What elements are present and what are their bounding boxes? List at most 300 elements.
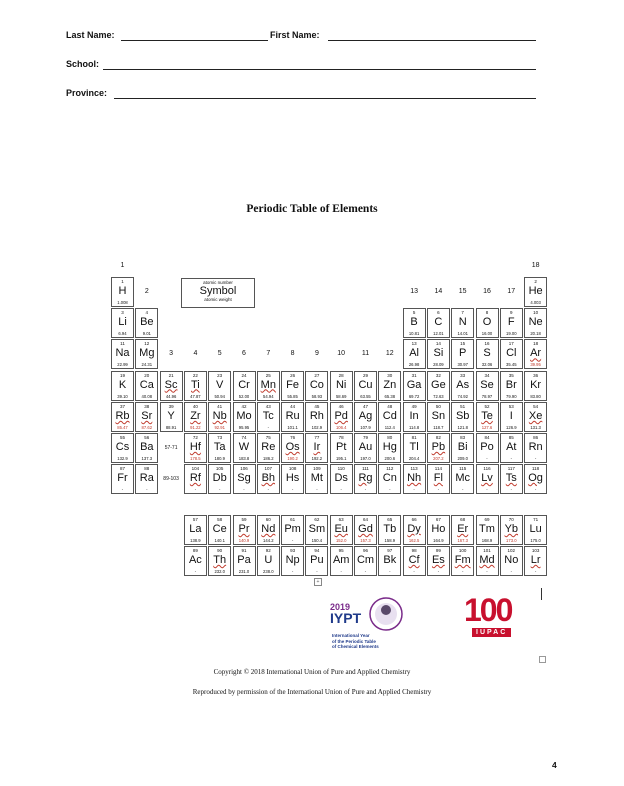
element-symbol: Cr [238,378,250,391]
atomic-weight: 183.8 [238,456,250,461]
element-cell-pt [330,433,353,463]
anchor-box-icon [539,656,546,663]
element-symbol: F [507,316,515,329]
atomic-weight: 167.3 [457,538,468,543]
element-symbol: Fr [117,472,128,485]
atomic-number: 46 [338,403,344,409]
element-cell-og [524,464,547,494]
atomic-weight: 137.3 [141,456,153,461]
atomic-weight: 6.94 [118,331,127,337]
atomic-weight: 1.008 [117,300,128,305]
atomic-weight: 152.0 [335,538,347,543]
atomic-weight: 79.90 [506,393,517,399]
group-label-12: 12 [385,350,394,357]
atomic-number: 97 [387,548,393,553]
element-cell-eu [330,515,353,545]
atomic-number: 51 [460,403,466,409]
atomic-number: 114 [434,466,442,472]
element-cell-ga [403,371,426,401]
group-label-14: 14 [434,288,443,295]
atomic-number: 77 [314,435,320,440]
atomic-number: 81 [411,435,417,440]
atomic-number: 84 [484,435,490,440]
atomic-number: 10 [533,310,539,316]
atomic-weight: - [340,487,342,493]
atomic-number: 47 [362,403,368,409]
element-symbol: Ta [213,441,226,453]
atomic-weight: - [461,569,464,574]
element-cell-na [111,339,134,369]
atomic-weight: - [364,569,367,574]
atomic-weight: - [486,487,488,493]
element-symbol: Dy [407,523,421,535]
atomic-number: 100 [458,548,467,553]
element-symbol: Pu [310,554,324,566]
element-cell-yb [500,515,523,545]
atomic-weight: - [146,487,148,493]
element-cell-re [257,433,280,463]
element-symbol: Ti [191,378,200,391]
element-symbol: Bk [383,554,397,566]
element-cell-ir [305,433,328,463]
atomic-number: 28 [338,372,344,378]
atomic-weight: 140.1 [214,538,225,543]
element-symbol: P [459,347,467,360]
atomic-weight: 55.85 [287,393,298,399]
atomic-number: 78 [338,435,344,440]
atomic-weight: 231.0 [238,569,250,574]
group-label-1: 1 [120,262,125,269]
atomic-number: 65 [387,517,393,522]
atomic-weight: 192.2 [311,456,323,461]
atomic-weight: - [437,569,440,574]
atomic-number: 112 [386,466,394,472]
element-cell-k [111,371,134,401]
element-symbol: K [118,378,127,391]
atomic-weight: 157.3 [360,538,371,543]
group-label-17: 17 [507,288,516,295]
atomic-weight: 63.55 [360,393,371,399]
element-cell-f [500,308,523,338]
atomic-number: 87 [119,466,125,472]
element-cell-mg [135,339,158,369]
atomic-number: 75 [265,435,271,440]
atomic-number: 40 [192,403,198,409]
province-field[interactable] [114,98,536,99]
element-symbol: Rh [309,409,324,422]
atomic-number: 66 [411,517,417,522]
atomic-number: 85 [508,435,514,440]
atomic-number: 76 [290,435,296,440]
permission-text: Reproduced by permission of the International Union of Pure and Applied Chemistry [192,688,432,696]
atomic-number: 92 [265,548,271,553]
element-cell-ar [524,339,547,369]
element-symbol: Cn [382,472,397,485]
element-symbol: Tc [262,409,274,422]
element-symbol: B [410,316,418,329]
element-cell-fm [451,546,474,576]
element-symbol: Pb [431,441,446,453]
element-cell-zr [184,402,207,432]
atomic-weight: 158.9 [384,538,396,543]
atomic-weight: - [364,487,367,493]
legend-atomic-number: atomic number [203,280,233,285]
element-cell-fe [281,371,304,401]
element-symbol: Yb [504,523,519,535]
atomic-weight: 54.94 [263,393,274,399]
atomic-number: 2 [534,279,537,284]
atomic-number: 68 [460,517,466,522]
element-symbol: Pr [238,523,250,535]
legend-symbol: Symbol [199,285,237,297]
element-symbol: Si [433,347,444,360]
element-symbol: Ga [406,378,422,391]
element-symbol: Sn [431,409,446,422]
element-symbol: Cl [506,347,517,360]
element-cell-ac [184,546,207,576]
page-title: Periodic Table of Elements [246,203,378,215]
atomic-number: 80 [387,435,393,440]
atomic-number: 23 [217,372,223,378]
atomic-weight: 92.91 [214,424,225,430]
element-cell-kr [524,371,547,401]
atomic-number: 4 [145,310,149,316]
atomic-number: 58 [217,517,223,522]
atomic-weight: - [389,569,391,574]
atomic-number: 41 [217,403,223,409]
atomic-weight: 74.92 [457,393,468,399]
element-cell-ta [208,433,231,463]
element-symbol: Li [118,316,127,329]
element-cell-w [233,433,256,463]
element-cell-th [208,546,231,576]
atomic-weight: 39.10 [117,393,128,399]
element-cell-y [160,402,183,432]
atomic-weight: - [291,538,294,543]
atomic-weight: 52.00 [238,393,250,399]
atomic-weight: 121.8 [457,424,468,430]
atomic-weight: 107.9 [360,424,371,430]
element-symbol: Es [431,554,445,566]
atomic-weight: 132.9 [117,456,128,461]
element-cell-au [354,433,377,463]
element-cell-ca [135,371,158,401]
element-cell-tb [378,515,401,545]
group-label-7: 7 [266,350,271,357]
element-cell-pa [233,546,256,576]
atomic-number: 116 [483,466,491,472]
element-cell-hg [378,433,401,463]
atomic-weight: 69.72 [408,393,420,399]
atomic-number: 57 [192,517,198,522]
element-cell-rb [111,402,134,432]
atomic-number: 61 [290,517,296,522]
atomic-weight: 50.94 [214,393,225,399]
atomic-weight: 83.80 [530,393,541,399]
element-symbol: Na [115,347,130,360]
element-cell-po [476,433,499,463]
element-cell-be [135,308,158,338]
element-cell-xe [524,402,547,432]
copyright-text: Copyright © 2018 International Union of Pure and Applied Chemistry [213,668,411,676]
atomic-weight: - [534,487,537,493]
atomic-number: 79 [362,435,368,440]
atomic-number: 109 [313,466,321,472]
atomic-number: 54 [533,403,539,409]
element-cell-md [476,546,499,576]
atomic-weight: 186.2 [263,456,274,461]
element-cell-tm [476,515,499,545]
element-symbol: Pt [335,441,347,453]
element-cell-br [500,371,523,401]
atomic-weight: 85.47 [117,424,128,430]
group-label-18: 18 [531,262,540,269]
element-cell-rf [184,464,207,494]
atomic-weight: 180.9 [214,456,225,461]
element-symbol: Cf [408,554,420,566]
element-symbol: Kr [530,378,542,391]
element-cell-v [208,371,231,401]
atomic-number: 70 [508,517,514,522]
atomic-weight: 114.8 [409,424,420,430]
element-cell-ba [135,433,158,463]
element-symbol: Rb [115,409,130,422]
element-cell-no [500,546,523,576]
atomic-number: 96 [362,548,368,553]
element-cell-cf [403,546,426,576]
atomic-number: 93 [290,548,296,553]
atomic-weight: - [486,456,488,461]
element-cell-se [476,371,499,401]
group-label-8: 8 [290,350,295,357]
element-symbol: Ag [358,409,373,422]
first-name-field[interactable] [328,40,536,41]
element-cell-er [451,515,474,545]
group-label-4: 4 [193,350,198,357]
element-symbol: Fm [454,554,471,566]
page-number: 4 [552,760,557,770]
group-label-11: 11 [361,350,370,357]
element-cell-h [111,277,134,307]
element-symbol: Mo [236,409,252,422]
element-symbol: Sb [455,409,470,422]
element-symbol: Y [167,409,175,422]
atomic-weight: 26.98 [408,362,420,368]
element-symbol: Ds [334,472,348,485]
expand-icon[interactable]: + [314,578,322,586]
atomic-number: 37 [119,403,125,409]
element-cell-nb [208,402,231,432]
atomic-number: 56 [144,435,150,440]
element-symbol: Po [480,441,494,453]
atomic-number: 12 [144,341,150,347]
element-symbol: Th [213,554,227,566]
element-cell-p [451,339,474,369]
element-symbol: Tl [409,441,419,453]
atomic-number: 59 [241,517,247,522]
element-symbol: At [506,441,517,453]
atomic-weight: - [316,487,318,493]
atomic-weight: 207.2 [433,456,444,461]
element-symbol: Ir [313,441,321,453]
element-cell-ne [524,308,547,338]
atomic-weight: 209.0 [457,456,468,461]
school-field[interactable] [103,69,536,70]
atomic-weight: 10.81 [408,331,420,337]
atomic-number: 73 [217,435,223,440]
element-cell-al [403,339,426,369]
element-cell-bh [257,464,280,494]
element-cell-ce [208,515,231,545]
atomic-number: 115 [459,466,467,472]
group-label-13: 13 [410,288,418,295]
element-cell-ra [135,464,158,494]
atomic-weight: 200.6 [384,456,396,461]
element-symbol: Sg [237,472,251,485]
element-cell-nd [257,515,280,545]
element-symbol: Md [479,554,495,566]
element-cell-es [427,546,450,576]
element-symbol: Cs [115,441,130,453]
element-symbol: Hs [285,472,300,485]
atomic-weight: 144.2 [263,538,274,543]
atomic-number: 33 [460,372,466,378]
element-symbol: Rn [528,441,543,453]
element-cell-sc [160,371,183,401]
atomic-number: 1 [121,279,124,284]
element-symbol: Cu [358,378,373,391]
element-symbol: Sc [164,378,178,391]
atomic-weight: - [291,569,294,574]
element-symbol: C [434,316,443,329]
atomic-number: 13 [411,341,417,347]
element-symbol: Ar [530,347,542,360]
iypt-caption-1: International Year [332,633,370,638]
element-symbol: I [509,409,513,422]
element-cell-te [476,402,499,432]
atomic-number: 5 [412,310,416,316]
atomic-weight: 197.0 [360,456,371,461]
element-symbol: Ce [212,523,227,535]
atomic-number: 67 [435,517,441,522]
element-symbol: Be [140,316,154,329]
atomic-number: 19 [119,372,125,378]
atomic-weight: - [243,487,245,493]
atomic-weight: 106.4 [335,424,347,430]
atomic-weight: 32.06 [481,362,493,368]
series-reference: 57-71 [164,445,178,451]
group-label-6: 6 [242,350,246,357]
atomic-number: 24 [241,372,247,378]
element-cell-u [257,546,280,576]
atomic-number: 88 [144,466,150,472]
element-symbol: Au [358,441,373,453]
atomic-weight: 4.003 [530,300,541,305]
atomic-weight: 22.99 [117,362,128,368]
atomic-weight: 168.9 [481,538,493,543]
atomic-number: 35 [508,372,514,378]
element-symbol: Al [409,347,419,360]
element-cell-zn [378,371,401,401]
element-cell-sn [427,402,450,432]
element-symbol: Bi [457,441,468,453]
element-cell-n [451,308,474,338]
iypt-logo [330,596,410,652]
atomic-number: 31 [411,372,417,378]
atomic-number: 60 [265,517,271,522]
element-cell-gd [354,515,377,545]
atomic-number: 103 [531,548,540,553]
element-symbol: Zn [383,378,397,391]
atomic-weight: 91.22 [190,424,201,430]
element-cell-nh [403,464,426,494]
atomic-weight: 44.96 [165,393,177,399]
element-cell-ho [427,515,450,545]
atomic-weight: 204.4 [408,456,420,461]
atomic-weight: - [413,569,415,574]
element-symbol: Zr [190,409,201,422]
iypt-caption-3: of Chemical Elements [332,644,379,649]
atomic-number: 62 [314,517,320,522]
element-cell-lu [524,515,547,545]
atomic-number: 22 [192,372,198,378]
atomic-weight: 72.63 [433,393,444,399]
atomic-number: 106 [240,466,248,472]
atomic-weight: 238.0 [263,569,274,574]
atomic-weight: 65.38 [384,393,396,399]
element-cell-cd [378,402,401,432]
atomic-number: 64 [362,517,368,522]
element-cell-mc [451,464,474,494]
element-symbol: As [456,378,470,391]
element-cell-i [500,402,523,432]
element-cell-at [500,433,523,463]
atomic-number: 71 [533,517,539,522]
atomic-number: 44 [290,403,296,409]
atomic-number: 7 [461,310,464,316]
atomic-weight: 101.1 [287,424,298,430]
atomic-weight: 39.95 [530,362,541,368]
element-cell-ts [500,464,523,494]
atomic-weight: - [340,569,342,574]
element-cell-hf [184,433,207,463]
iypt-year: 2019 [330,602,351,612]
element-cell-fr [111,464,134,494]
atomic-number: 118 [532,466,540,472]
atomic-number: 48 [387,403,393,409]
element-cell-ti [184,371,207,401]
last-name-field[interactable] [121,40,268,41]
group-label-10: 10 [337,350,346,357]
atomic-weight: - [437,487,440,493]
element-cell-sg [233,464,256,494]
element-symbol: Hf [189,441,201,453]
atomic-weight: - [194,569,197,574]
atomic-weight: 232.0 [214,569,225,574]
iypt-caption-2: of the Periodic Table [332,638,376,644]
atomic-number: 104 [191,466,200,472]
element-symbol: Np [285,554,300,566]
element-cell-as [451,371,474,401]
element-cell-cl [500,339,523,369]
atomic-number: 55 [119,435,125,440]
element-cell-s [476,339,499,369]
atomic-weight: 173.0 [506,538,517,543]
atomic-number: 11 [120,341,125,347]
element-cell-pd [330,402,353,432]
element-symbol: Og [528,472,543,485]
legend-box [181,278,255,308]
